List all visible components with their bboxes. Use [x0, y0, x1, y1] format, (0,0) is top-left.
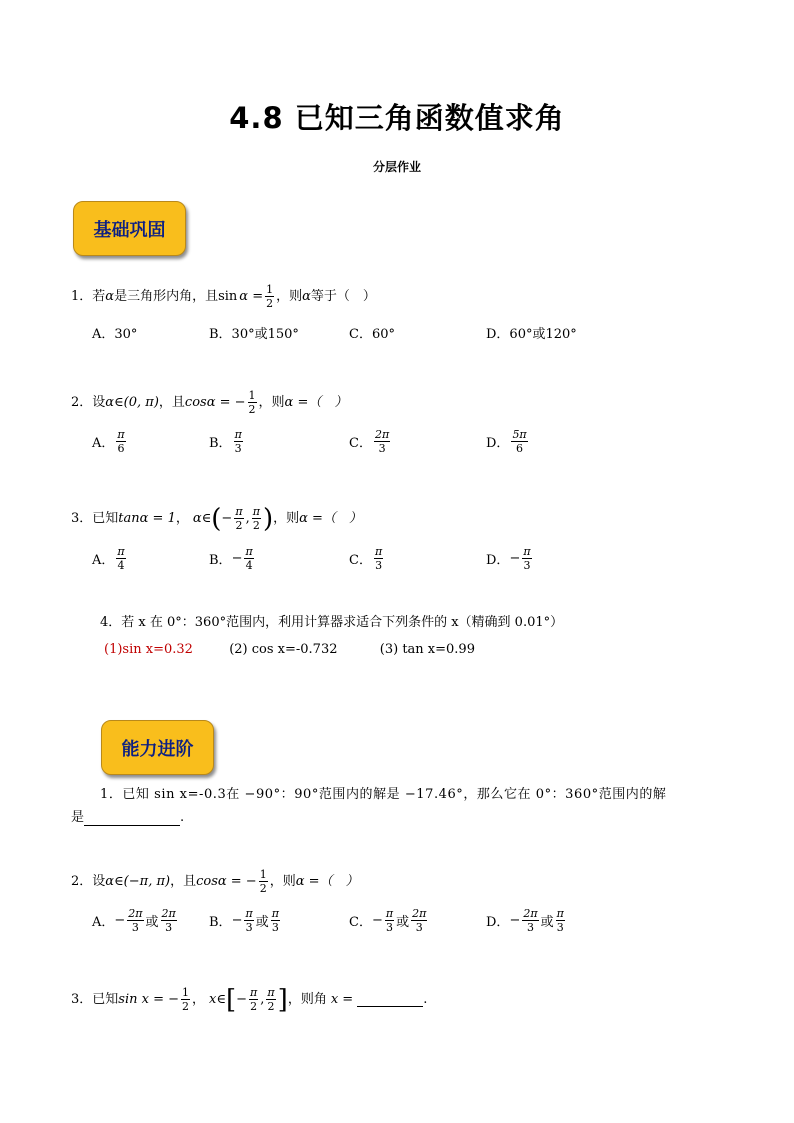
q-func: cosα = −	[184, 394, 246, 410]
frac-den: 2	[248, 403, 256, 416]
fraction	[116, 545, 125, 572]
q-text: ，且	[170, 873, 197, 889]
fraction	[234, 505, 243, 532]
opt-sign: −	[371, 913, 383, 928]
frac-den: 4	[245, 559, 253, 572]
answer-blank[interactable]	[84, 811, 180, 826]
q-text: 1．若	[71, 288, 106, 304]
fraction	[181, 986, 190, 1013]
frac-den: 2	[259, 882, 267, 895]
advanced-question-3	[71, 986, 427, 1013]
frac-den: 2	[235, 519, 243, 532]
q-cond: α∈(0, π)	[105, 394, 159, 410]
frac-den: 3	[234, 442, 242, 455]
q-func: cosα = −	[196, 873, 257, 889]
q-text: 2．设	[71, 873, 106, 889]
fraction	[374, 545, 383, 572]
opt-label: A．	[92, 915, 115, 930]
open-bracket: [	[225, 984, 237, 1015]
fraction	[127, 907, 143, 934]
fraction	[522, 545, 531, 572]
frac-num: π	[556, 907, 564, 920]
fraction	[411, 907, 427, 934]
frac-num: π	[374, 545, 383, 558]
q-cond: α∈	[192, 510, 212, 526]
page-subtitle: 分层作业	[372, 160, 421, 174]
advanced-question-1-line2	[71, 808, 184, 828]
opt-label: D．	[486, 553, 510, 568]
option-c: C．60°	[349, 327, 395, 342]
option-b	[209, 907, 282, 934]
frac-num: 2π	[523, 907, 538, 920]
frac-num: π	[250, 986, 258, 999]
option-c	[349, 545, 385, 572]
opt-sign: −	[509, 913, 521, 928]
fraction	[266, 986, 275, 1013]
q-text: 3．已知	[71, 510, 119, 526]
q-text: ，	[192, 991, 206, 1007]
question-3	[71, 505, 362, 532]
frac-num: π	[271, 907, 279, 920]
option-d	[486, 545, 534, 572]
opt-label: B．	[209, 436, 232, 451]
opt-label: C．	[349, 553, 372, 568]
frac-den: 3	[415, 921, 423, 934]
frac-den: 2	[267, 1000, 275, 1013]
q-text: 3．已知	[71, 991, 119, 1007]
frac-num: π	[385, 907, 394, 920]
opt-sign: −	[231, 913, 243, 928]
open-paren: (	[211, 503, 222, 534]
fraction	[116, 428, 125, 455]
q-eq: α =	[239, 288, 264, 304]
fraction	[522, 907, 538, 934]
frac-num: 1	[259, 868, 267, 881]
q-func: sin x = −	[118, 991, 179, 1007]
question-2	[71, 389, 347, 416]
opt-label: D．	[486, 915, 510, 930]
frac-den: 2	[250, 1000, 258, 1013]
option-b	[209, 545, 256, 572]
q-cond: α∈(−π, π)	[105, 873, 171, 889]
q-cond: x∈	[209, 991, 226, 1007]
opt-or: 或	[145, 915, 159, 930]
option-d	[486, 907, 567, 934]
q-var: x =	[330, 991, 354, 1007]
q-text: ，且	[158, 394, 185, 410]
option-a	[92, 545, 128, 572]
frac-num: 1	[182, 986, 189, 999]
section-badge-advanced	[101, 720, 214, 775]
frac-num: π	[117, 545, 125, 558]
q-text: 是三角形内角，且	[114, 288, 219, 304]
fraction	[511, 428, 527, 455]
frac-num: π	[267, 986, 275, 999]
opt-label: C．	[349, 436, 372, 451]
question-4-parts	[104, 640, 475, 660]
frac-num: π	[252, 505, 260, 518]
frac-den: 3	[245, 921, 253, 934]
q-text: ，则	[258, 394, 285, 410]
fraction	[252, 505, 261, 532]
q-text: ，则	[276, 288, 303, 304]
question-1	[71, 283, 376, 310]
frac-num: 5π	[512, 428, 527, 441]
frac-den: 3	[385, 921, 393, 934]
advanced-question-1: 1．已知 sin x=-0.3在 −90°：90°范围内的解是 −17.46°，那么它在 0°：360°范围内的解	[100, 787, 667, 802]
q-text: α =（ ）	[284, 394, 348, 410]
q-text: .	[180, 810, 185, 825]
part-1: (1)sin x=0.32	[104, 642, 193, 657]
fraction	[244, 907, 253, 934]
frac-den: 6	[516, 442, 524, 455]
q-sign: −	[236, 991, 248, 1007]
comma: ,	[260, 991, 265, 1007]
part-2: (2) cos x=-0.732	[229, 642, 338, 657]
frac-den: 3	[526, 921, 534, 934]
q-text: α =（ ）	[299, 510, 362, 526]
frac-num: π	[245, 907, 253, 920]
frac-num: π	[523, 545, 531, 558]
q-sign: −	[221, 510, 233, 526]
frac-den: 3	[375, 559, 383, 572]
frac-den: 2	[182, 1000, 189, 1013]
q-text: ，则	[273, 510, 300, 526]
section-label: 基础巩固	[93, 219, 166, 241]
frac-num: 2π	[412, 907, 427, 920]
comma: ,	[245, 510, 250, 526]
fraction	[385, 907, 394, 934]
frac-num: π	[245, 545, 253, 558]
frac-num: 1	[248, 389, 256, 402]
q-text: ，则角	[287, 991, 327, 1007]
close-paren: )	[262, 503, 274, 534]
opt-or: 或	[396, 915, 410, 930]
frac-den: 3	[378, 442, 386, 455]
opt-label: B．	[209, 915, 232, 930]
frac-num: 2π	[161, 907, 176, 920]
option-c	[349, 428, 392, 455]
q-var: α	[105, 288, 115, 304]
opt-or: 或	[540, 915, 554, 930]
opt-sign: −	[231, 551, 243, 566]
option-a: A．30°	[92, 327, 138, 342]
option-b: B．30°或150°	[209, 327, 299, 342]
section-label: 能力进阶	[121, 738, 194, 760]
q-var: α	[302, 288, 311, 304]
fraction	[248, 389, 257, 416]
q-func: tanα = 1	[118, 510, 176, 526]
opt-sign: −	[509, 551, 521, 566]
q-text: α =（ ）	[295, 873, 359, 889]
q-text: ，	[175, 510, 189, 526]
option-c	[349, 907, 429, 934]
frac-num: 2π	[128, 907, 143, 920]
fraction	[556, 907, 565, 934]
q-text: .	[423, 991, 428, 1007]
opt-label: C．	[349, 915, 372, 930]
option-b	[209, 428, 245, 455]
opt-label: B．	[209, 553, 232, 568]
frac-num: 1	[266, 283, 274, 296]
frac-den: 6	[117, 442, 125, 455]
advanced-question-2	[71, 868, 359, 895]
frac-den: 3	[271, 921, 279, 934]
frac-num: π	[234, 428, 242, 441]
q-text: 2．设	[71, 394, 106, 410]
q-text: ，则	[269, 873, 296, 889]
opt-or: 或	[255, 915, 269, 930]
frac-den: 3	[523, 559, 531, 572]
opt-sign: −	[114, 913, 126, 928]
fraction	[161, 907, 177, 934]
frac-den: 4	[117, 559, 125, 572]
frac-den: 2	[266, 297, 274, 310]
opt-label: D．	[486, 436, 510, 451]
question-4: 4．若 x 在 0°：360°范围内，利用计算器求适合下列条件的 x（精确到 0.01°）	[100, 615, 564, 630]
frac-num: 2π	[374, 428, 390, 441]
opt-label: A．	[92, 436, 115, 451]
fraction	[259, 868, 268, 895]
opt-label: A．	[92, 553, 115, 568]
frac-den: 3	[556, 921, 564, 934]
q-text: 等于（ ）	[310, 288, 376, 304]
fraction	[249, 986, 258, 1013]
frac-num: π	[235, 505, 243, 518]
frac-den: 3	[131, 921, 139, 934]
option-d: D．60°或120°	[486, 327, 577, 342]
part-3: (3) tan x=0.99	[379, 642, 475, 657]
option-a	[92, 907, 179, 934]
frac-den: 3	[165, 921, 173, 934]
q-func: sin	[218, 288, 238, 304]
frac-den: 2	[252, 519, 260, 532]
frac-num: π	[117, 428, 125, 441]
section-badge-basic	[73, 201, 186, 256]
q-text: 是	[71, 810, 85, 825]
answer-blank[interactable]	[357, 992, 423, 1007]
fraction	[374, 428, 390, 455]
close-bracket: ]	[277, 984, 288, 1015]
fraction	[265, 283, 274, 310]
option-d	[486, 428, 530, 455]
fraction	[234, 428, 243, 455]
fraction	[271, 907, 280, 934]
fraction	[244, 545, 253, 572]
page-title: 4.8 已知三角函数值求角	[229, 101, 565, 135]
option-a	[92, 428, 128, 455]
